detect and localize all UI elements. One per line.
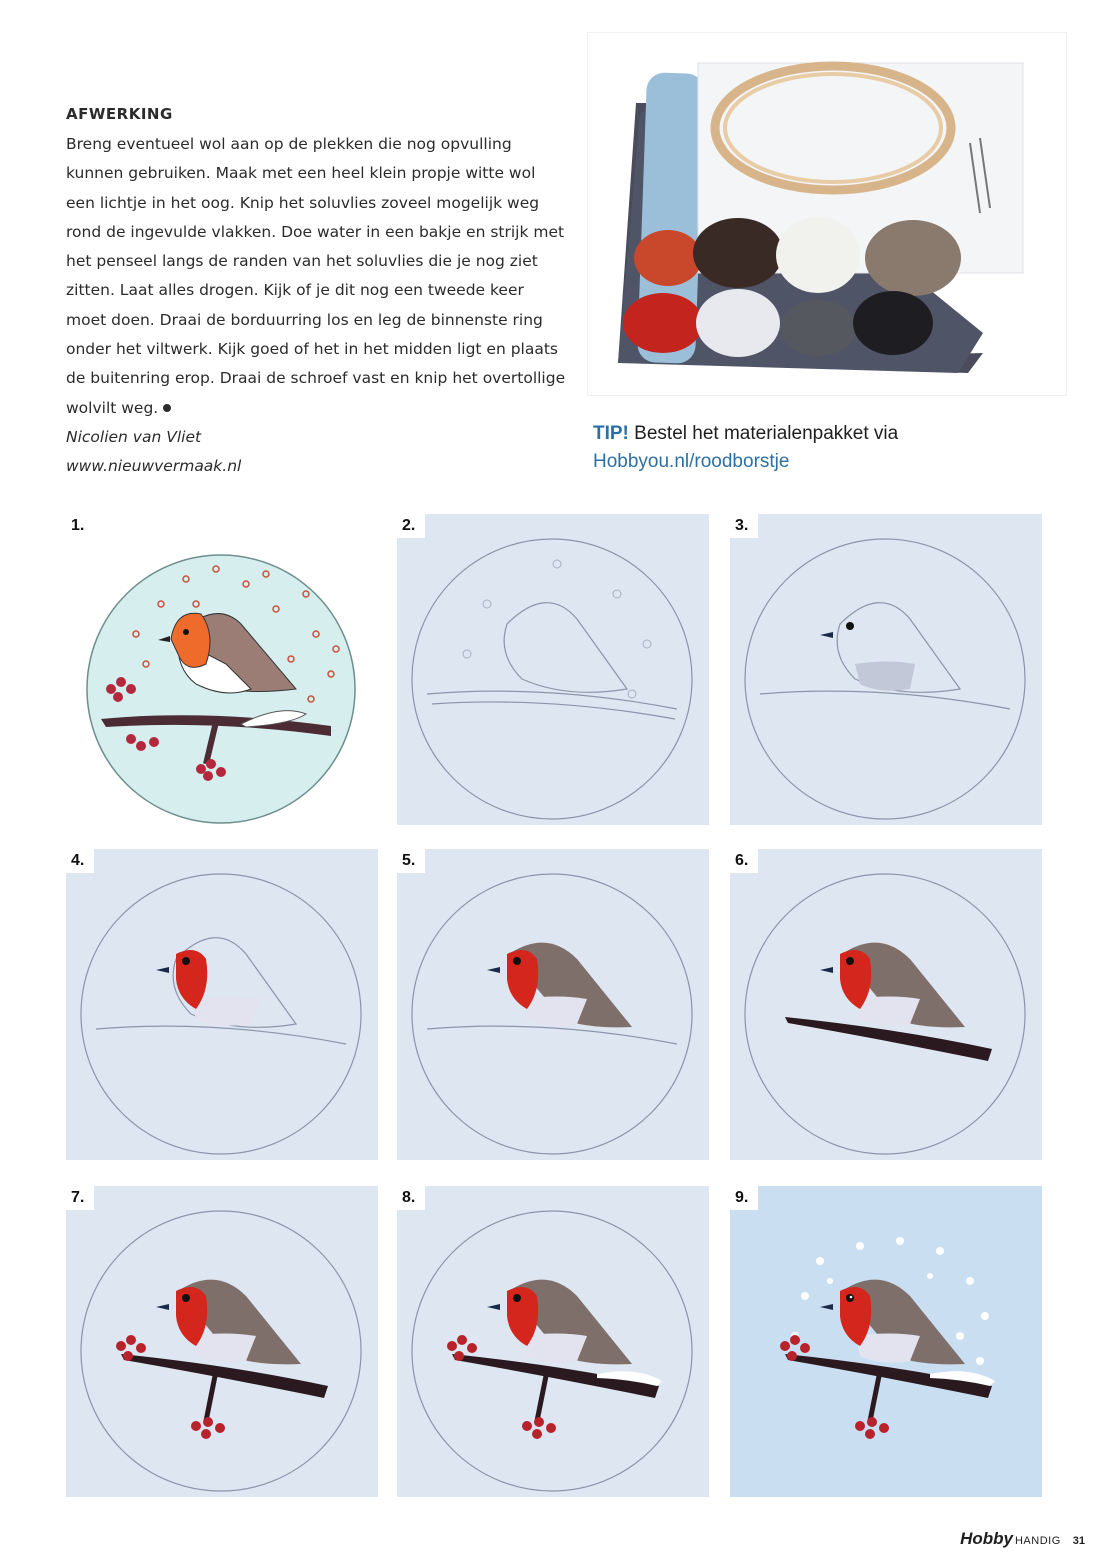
step-number: 8.	[397, 1186, 425, 1210]
step-9-panel	[730, 1186, 1042, 1497]
website-link[interactable]: www.nieuwvermaak.nl	[66, 456, 242, 475]
tip-box	[593, 420, 898, 476]
step-6-panel	[730, 849, 1042, 1160]
author-name: Nicolien van Vliet	[66, 427, 202, 446]
end-bullet-icon	[163, 404, 171, 412]
step-number: 7.	[66, 1186, 94, 1210]
tip-link[interactable]: Hobbyou.nl/roodborstje	[593, 451, 790, 472]
page-number: 31	[1072, 1535, 1085, 1547]
instructions-paragraph	[66, 130, 566, 423]
step-5-panel	[397, 849, 709, 1160]
page-footer	[960, 1529, 1085, 1549]
article-text	[66, 100, 566, 481]
brand-logo-part1: Hobby	[960, 1529, 1013, 1548]
tip-label: TIP!	[593, 423, 629, 444]
step-number: 3.	[730, 514, 758, 538]
step-number: 6.	[730, 849, 758, 873]
step-number: 9.	[730, 1186, 758, 1210]
step-1-panel	[66, 514, 378, 825]
step-3-panel	[730, 514, 1042, 825]
step-number: 5.	[397, 849, 425, 873]
brand-logo-part2: HANDIG	[1014, 1535, 1061, 1547]
step-8-panel	[397, 1186, 709, 1497]
instructions-text: Breng eventueel wol aan op de plekken die nog opvulling kunnen gebruiken. Maak met een heel klein propje witte wol een lichtje in het oog. Knip het soluvlies zoveel mogelijk weg rond de ingevulde vlakken. Doe water in een bakje en strijk met het penseel langs de randen van het soluvlies die je nog ziet zitten. Laat alles drogen. Kijk of je dit nog een tweede keer moet doen. Draai de borduurring los en leg de binnenste ring onder het viltwerk. Kijk goed of het in het midden ligt en plaats de buitenring erop. Draai de schroef vast en knip het overtollige wolvilt weg.	[66, 135, 566, 417]
step-4-panel	[66, 849, 378, 1160]
step-2-panel	[397, 514, 709, 825]
step-number: 4.	[66, 849, 94, 873]
materials-kit-photo	[587, 32, 1067, 396]
step-number: 1.	[66, 514, 94, 538]
tip-text: Bestel het materialenpakket via	[634, 423, 899, 444]
step-number: 2.	[397, 514, 425, 538]
step-7-panel	[66, 1186, 378, 1497]
section-heading: AFWERKING	[66, 105, 173, 123]
